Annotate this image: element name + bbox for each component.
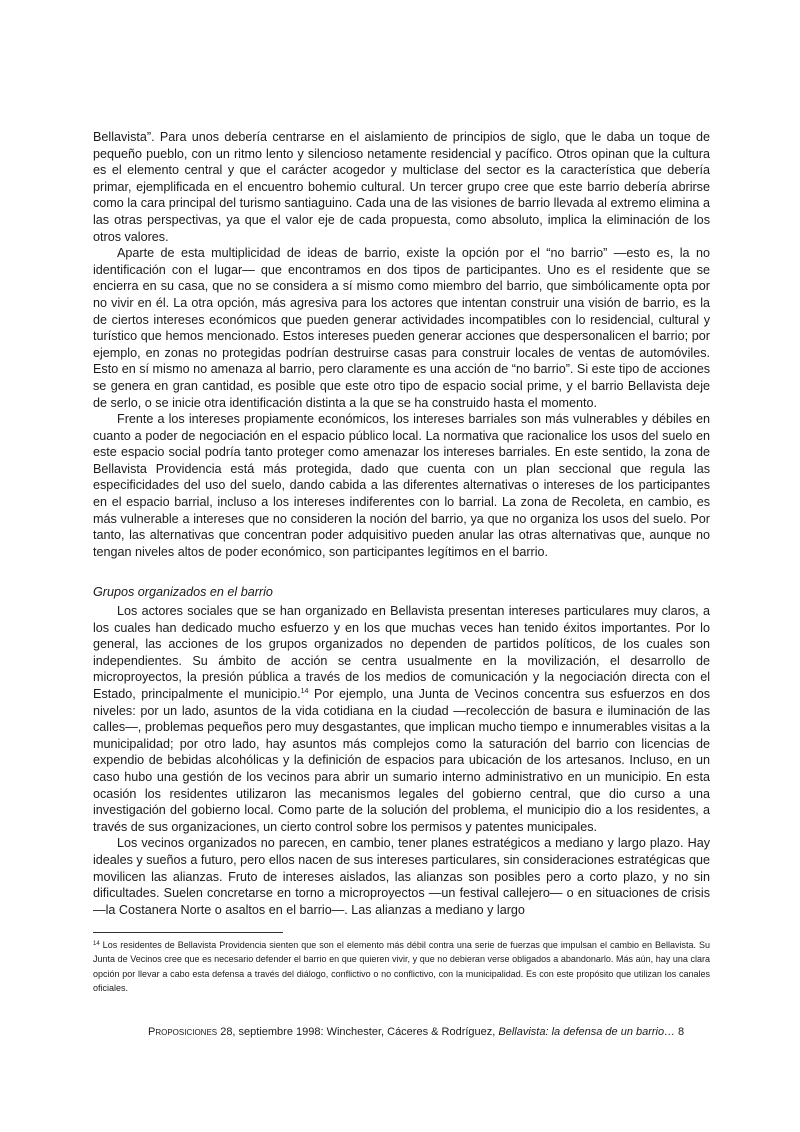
section-heading: Grupos organizados en el barrio [93,585,273,600]
paragraph [93,603,710,835]
footnote-reference[interactable]: 14 [300,688,309,695]
page-number: 8 [678,1026,685,1038]
paragraph-text: Los actores sociales que se han organizado en Bellavista presentan intereses particulares muy claros, a los cuales han dedicado mucho esfuerzo y en los que muchas veces han tenido éxitos importantes. Por lo general, las acciones de los grupos organizados no dependen de partidos políticos, de los cuales son independientes. Su ámbito de acción se centra usualmente en la movilización, el desarrollo de microproyectos, la presión pública a través de los medios de comunicación y la negociación directa con el Estado, principalmente el municipio. [93,604,710,701]
article-title: Bellavista: la defensa de un barrio… [498,1026,676,1038]
footnote-number: 14 [93,941,100,947]
citation-text: 28, septiembre 1998: Winchester, Cáceres & Rodríguez, [217,1026,499,1038]
body-text [93,129,710,918]
footnote-divider [93,932,283,933]
journal-name: Proposiciones [148,1026,218,1038]
paragraph: Frente a los intereses propiamente económicos, los intereses barriales son más vulnerables y débiles en cuanto a poder de negociación en el espacio público local. La normativa que racionalice los usos del suelo en este espacio social podría tanto proteger como amenazar los intereses barriales. En este sentido, la zona de Bellavista Providencia está más protegida, dado que cuenta con un plan seccional que regula las especificidades del uso del suelo, dando cabida a las diferentes alternativas o intereses de los participantes en el espacio barrial, incluso a los intereses indiferentes con lo barrial. La zona de Recoleta, en cambio, es más vulnerable a intereses que no consideren la noción del barrio, ya que no organiza los usos del suelo. Por tanto, las alternativas que concentran poder adquisitivo pueden anular las otras alternativas que, aunque no tengan niveles altos de poder económico, son participantes legítimos en el barrio. [93,412,710,559]
paragraph-text: Por ejemplo, una Junta de Vecinos concentra sus esfuerzos en dos niveles: por un lado, asuntos de la vida cotidiana en la ciudad —recolección de basura e iluminación de las calles—, problemas pequeños pero muy desgastantes, que implican mucho tiempo e innumerables visitas a la municipalidad; por otro lado, hay asuntos más complejos como la saturación del barrio con licencias de expendio de bebidas alcohólicas y la definición de espacios para ubicación de los artesanos. Incluso, en un caso hubo una gestión de los vecinos para abrir un sumario interno administrativo en un municipio. En esta ocasión los residentes utilizaron las mecanismos legales del gobierno central, que dio curso a una investigación del gobierno local. Como parte de la solución del problema, el municipio dio a los residentes, a través de sus organizaciones, un cierto control sobre los permisos y patentes municipales. [93,687,710,834]
page-footer [148,1025,688,1039]
paragraph: Aparte de esta multiplicidad de ideas de barrio, existe la opción por el “no barrio” —esto es, la no identificación con el lugar— que encontramos en dos tipos de participantes. Uno es el residente que se encierra en su casa, que no se considera a sí mismo como miembro del barrio, que simbólicamente opta por no vivir en él. La otra opción, más agresiva para los actores que intentan construir una visión de barrio, es la de ciertos intereses económicos que pueden generar actividades incompatibles con lo residencial, cultural y turístico que hemos mencionado. Estos intereses pueden generar acciones que despersonalicen el barrio; por ejemplo, en zonas no protegidas podrían destruirse casas para construir locales de ventas de automóviles. Esto en sí mismo no amenaza al barrio, pero claramente es una acción de “no barrio”. Si este tipo de acciones se genera en gran cantidad, es posible que este otro tipo de espacio social prime, y el barrio Bellavista deje de serlo, o se inicie otra identificación distinta a la que se ha construido hasta el momento. [93,246,710,410]
footnote [93,938,710,995]
paragraph: Los vecinos organizados no parecen, en cambio, tener planes estratégicos a mediano y largo plazo. Hay ideales y sueños a futuro, pero ellos nacen de sus intereses particulares, sin consideraciones estratégicas que movilicen las alianzas. Fruto de intereses aislados, las alianzas son posibles pero a corto plazo, y no sin dificultades. Suelen concretarse en torno a microproyectos —un festival callejero— o en situaciones de crisis —la Costanera Norte o asaltos en el barrio—. Las alianzas a mediano y largo [93,836,710,917]
paragraph: Bellavista”. Para unos debería centrarse en el aislamiento de principios de siglo, que le daba un toque de pequeño pueblo, con un ritmo lento y silencioso netamente residencial y pacífico. Otros opinan que la cultura es el elemento central y que el carácter acogedor y multiclase del sector es la característica que debería primar, ejemplificada en el encuentro bohemio cultural. Un tercer grupo cree que este barrio debería abrirse como la cara principal del turismo santiaguino. Cada una de las visiones de barrio llevada al extremo elimina a las otras perspectivas, ya que el valor eje de cada propuesta, como absoluto, implica la eliminación de los otros valores. [93,130,710,244]
footnote-text: Los residentes de Bellavista Providencia sienten que son el elemento más débil contra una serie de fuerzas que impulsan el cambio en Bellavista. Su Junta de Vecinos cree que es necesario defender el barrio en que quieren vivir, y que no debieran verse obligados a abandonarlo. Más aún, hay una clara opción por llevar a cabo esta defensa a través del diálogo, conflictivo o no conflictivo, con la municipalidad. Es con este propósito que utilizan los canales oficiales. [93,940,710,993]
